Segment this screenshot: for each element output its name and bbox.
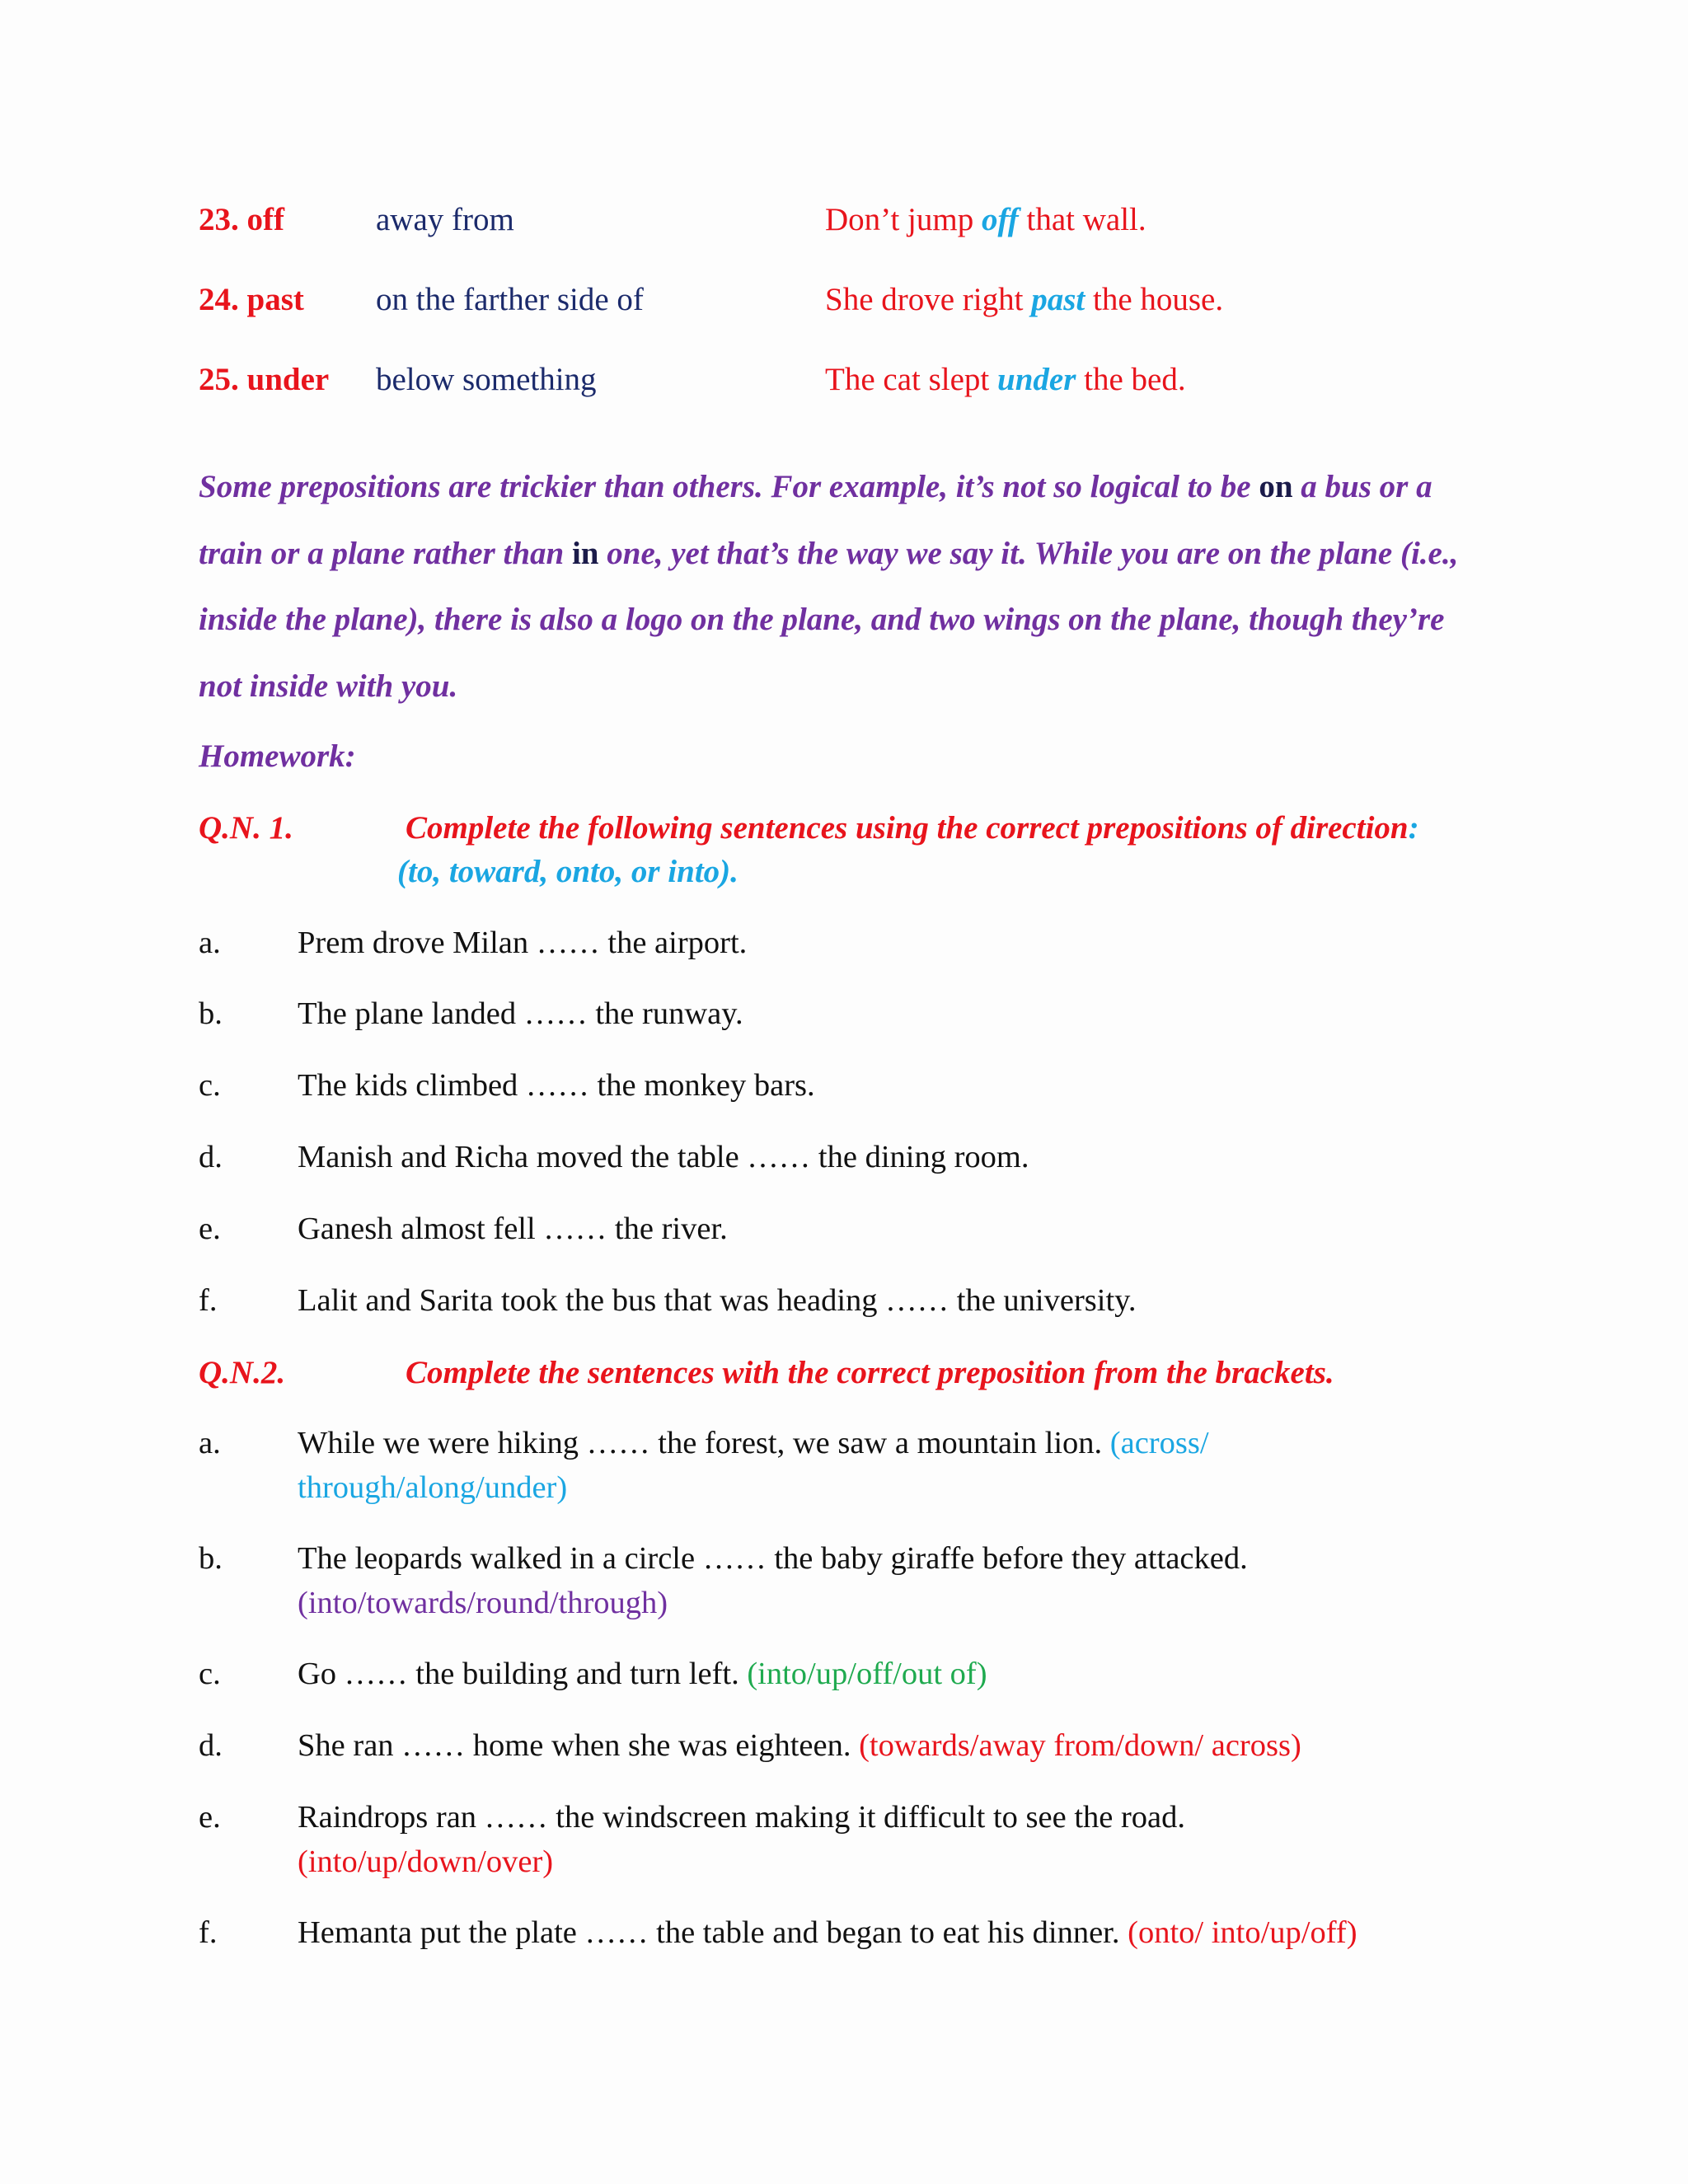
homework-heading: Homework: (199, 738, 356, 774)
q2-item: b. The leopards walked in a circle …… the baby giraffe before they attacked. (into/towards/round/through) (199, 1541, 1248, 1620)
q2-item: e. Raindrops ran …… the windscreen making it difficult to see the road. (into/up/down/over) (199, 1800, 1186, 1879)
preposition-example (825, 201, 1146, 238)
preposition-meaning: on the farther side of (376, 282, 644, 317)
q2-item: f. Hemanta put the plate …… the table and began to eat his dinner. (onto/ into/up/off) (199, 1915, 1357, 1950)
choices: through/along/under) (298, 1470, 568, 1505)
q1-options: (to, toward, onto, or into). (397, 854, 738, 889)
choices: (into/up/off/out of) (747, 1657, 987, 1691)
note-paragraph: Some prepositions are trickier than others. For example, it’s not so logical to be on a bus or a train or a plane rather than in one, yet that’s the way we say it. While you are on the plane (i.e., inside the plane), there is also a logo on the plane, and two wings on the plane, though they’re not inside with you. (199, 469, 1459, 704)
preposition-row (199, 201, 284, 238)
q1-item: f. Lalit and Sarita took the bus that was heading …… the university. (199, 1283, 1137, 1318)
q1-item: a. Prem drove Milan …… the airport. (199, 926, 748, 960)
choices: (into/up/down/over) (298, 1844, 554, 1879)
example-keyword: off (981, 202, 1019, 237)
q2-instruction: Complete the sentences with the correct preposition from the brackets. (406, 1355, 1334, 1390)
preposition-term: 25. under (199, 362, 330, 397)
choices: (onto/ into/up/off) (1128, 1915, 1357, 1950)
q2-number: Q.N.2. (199, 1355, 286, 1390)
q1-item: c. The kids climbed …… the monkey bars. (199, 1068, 815, 1103)
preposition-example (825, 281, 1223, 318)
q1-instruction: Complete the following sentences using the correct prepositions of direction: (406, 810, 1419, 846)
preposition-meaning: below something (376, 362, 597, 397)
example-keyword: past (1031, 282, 1085, 317)
choices: (towards/away from/down/ across) (859, 1728, 1301, 1763)
q1-number: Q.N. 1. (199, 810, 293, 846)
choices: (across/ (1109, 1426, 1209, 1460)
preposition-meaning: away from (376, 202, 514, 237)
preposition-row (199, 281, 304, 318)
q1-item: e. Ganesh almost fell …… the river. (199, 1212, 728, 1246)
emphasis-in: in (571, 535, 599, 571)
example-text: Don’t jump (825, 202, 982, 237)
q2-item: a. While we were hiking …… the forest, we saw a mountain lion. (across/ through/along/under) (199, 1426, 1209, 1505)
preposition-example (825, 361, 1186, 398)
example-text: She drove right (825, 282, 1032, 317)
preposition-row (199, 361, 329, 398)
example-text: The cat slept (825, 362, 997, 397)
q1-item: d. Manish and Richa moved the table …… the dining room. (199, 1140, 1029, 1174)
example-text: that wall. (1018, 202, 1146, 237)
q2-item: c. Go …… the building and turn left. (into/up/off/out of) (199, 1657, 987, 1691)
example-keyword: under (997, 362, 1076, 397)
emphasis-on: on (1259, 469, 1293, 504)
example-text: the bed. (1076, 362, 1186, 397)
example-text: the house. (1085, 282, 1224, 317)
choices: (into/towards/round/through) (298, 1586, 668, 1620)
q1-item: b. The plane landed …… the runway. (199, 996, 743, 1031)
preposition-term: 23. off (199, 202, 284, 237)
q2-item: d. She ran …… home when she was eighteen. (towards/away from/down/ across) (199, 1728, 1301, 1763)
preposition-term: 24. past (199, 282, 304, 317)
